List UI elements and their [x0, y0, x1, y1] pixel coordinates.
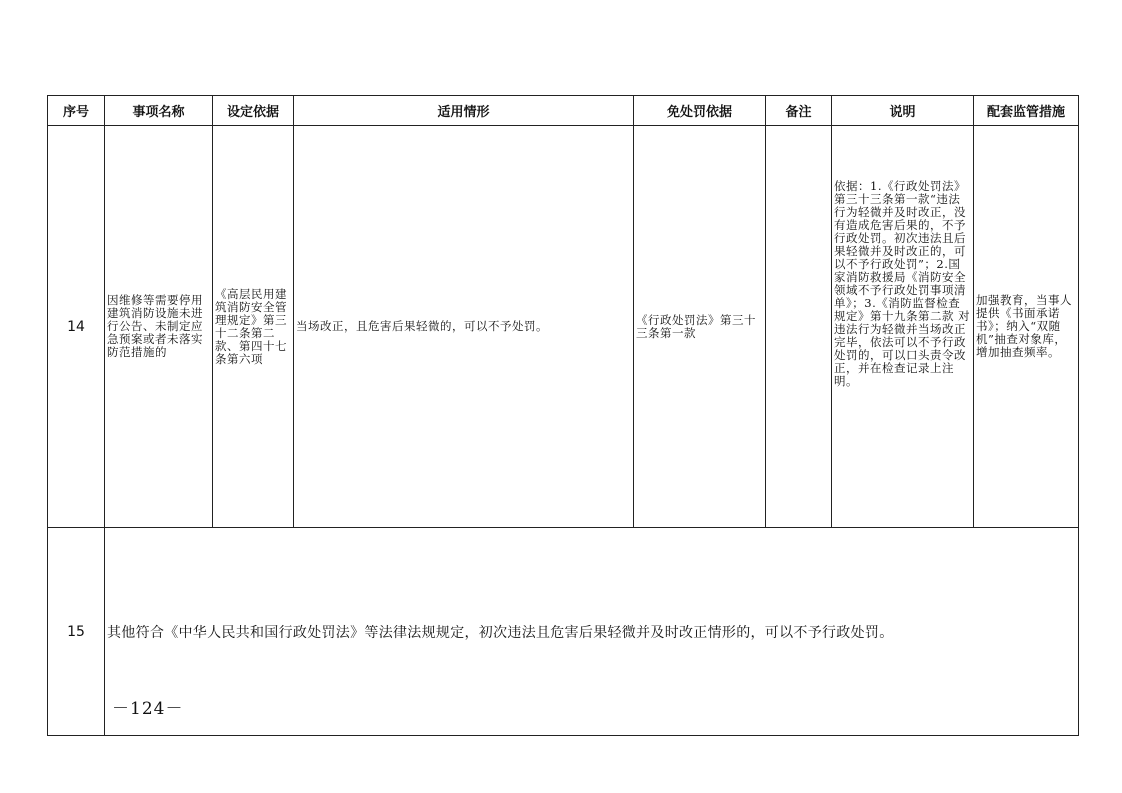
table-row: [48, 528, 1079, 736]
exemption-basis-cell: 《行政处罚法》第三十三条第一款: [634, 126, 766, 528]
merged-text-cell: 其他符合《中华人民共和国行政处罚法》等法律法规规定，初次违法且危害后果轻微并及时改正情形的，可以不予行政处罚。: [105, 528, 1079, 736]
header-supervision: 配套监管措施: [974, 96, 1079, 126]
explanation-cell: 依据：1.《行政处罚法》第三十三条第一款“违法行为轻微并及时改正，没有造成危害后果的，不予行政处罚。初次违法且后果轻微并及时改正的，可以不予行政处罚”；2.国家消防救援局《消防安全领域不予行政处罚事项清单》；3.《消防监督检查规定》第十九条第二款 对违法行为轻微并当场改正完毕，依法可以不予行政处罚的，可以口头责令改正，并在检查记录上注明。: [832, 126, 974, 528]
header-remark: 备注: [766, 96, 832, 126]
situation-cell: 当场改正，且危害后果轻微的，可以不予处罚。: [294, 126, 634, 528]
header-index: 序号: [48, 96, 105, 126]
item-name-cell: 因维修等需要停用建筑消防设施未进行公告、未制定应急预案或者未落实防范措施的: [105, 126, 213, 528]
table-row: [48, 126, 1079, 528]
exemption-table: [47, 95, 1079, 736]
header-applicable-situation: 适用情形: [294, 96, 634, 126]
row-number: 14: [48, 126, 105, 528]
row-number: 15: [48, 528, 105, 736]
header-item-name: 事项名称: [105, 96, 213, 126]
remark-cell: [766, 126, 832, 528]
header-legal-basis: 设定依据: [213, 96, 294, 126]
header-explanation: 说明: [832, 96, 974, 126]
page-number: －124－: [112, 699, 184, 719]
table-header-row: [48, 96, 1079, 126]
legal-basis-cell: 《高层民用建筑消防安全管理规定》第三十二条第二款、第四十七条第六项: [213, 126, 294, 528]
header-exemption-basis: 免处罚依据: [634, 96, 766, 126]
supervision-cell: 加强教育，当事人提供《书面承诺书》；纳入“双随机”抽查对象库，增加抽查频率。: [974, 126, 1079, 528]
